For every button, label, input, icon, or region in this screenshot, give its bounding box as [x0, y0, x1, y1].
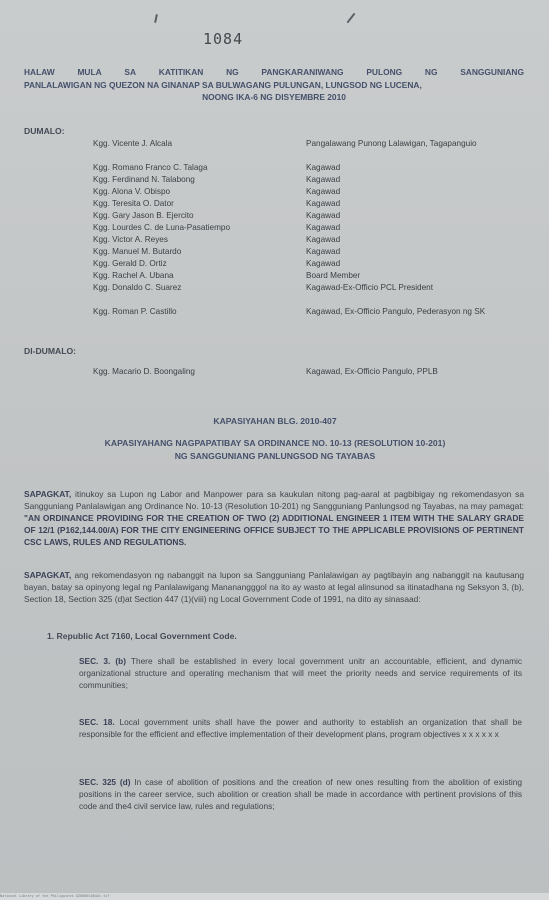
scan-mark	[347, 13, 356, 24]
header-word: SA	[124, 67, 137, 77]
attendee-name: Kgg. Lourdes C. de Luna-Pasatiempo	[93, 223, 231, 232]
header-word: NG	[226, 67, 239, 77]
attendee-name: Kgg. Macario D. Boongaling	[93, 367, 195, 376]
attendee-name: Kgg. Rachel A. Ubana	[93, 271, 174, 280]
attendee-name: Kgg. Gerald D. Ortiz	[93, 259, 167, 268]
header-word: HALAW	[24, 67, 55, 77]
attendee-name: Kgg. Alona V. Obispo	[93, 187, 171, 196]
resolution-title-line: NG SANGGUNIANG PANLUNGSOD NG TAYABAS	[174, 450, 376, 461]
attendee-role: Kagawad	[306, 259, 341, 268]
section-heading: SEC. 3. (b)	[79, 656, 126, 666]
attendee-name: Kgg. Teresita O. Dator	[93, 199, 174, 208]
section-heading: SEC. 325 (d)	[79, 777, 131, 787]
scan-footer: National Library of the Philippines QZ000010844c.tif	[0, 893, 549, 900]
header-line-1	[24, 66, 524, 79]
header-line-3: NOONG IKA-6 NG DISYEMBRE 2010	[202, 92, 346, 102]
header-word: KATITIKAN	[158, 67, 204, 77]
section-paragraph	[79, 655, 522, 691]
header-word: PANGKARANIWANG	[261, 67, 344, 77]
whereas-lead: SAPAGKAT,	[24, 570, 72, 580]
attendee-name: Kgg. Donaldo C. Suarez	[93, 283, 182, 292]
section-paragraph	[79, 716, 522, 740]
section-text: There shall be established in every local government unitr an accountable, efficient, and dynamic organizational structure and operating mechanism that will meet the priority needs and service requirements of its communities;	[79, 656, 522, 690]
header-line-2: PANLALAWIGAN NG QUEZON NA GINANAP SA BULWAGANG PULUNGAN, LUNGSOD NG LUCENA,	[24, 79, 422, 90]
attendee-name: Kgg. Ferdinand N. Talabong	[93, 175, 195, 184]
attendee-role: Kagawad	[306, 175, 341, 184]
resolution-title-line: KAPASIYAHANG NAGPAPATIBAY SA ORDINANCE NO. 10-13 (RESOLUTION 10-201)	[104, 438, 446, 448]
whereas-body: itinukoy sa Lupon ng Labor and Manpower para sa kaukulan nitong pag-aaral at pagbibigay ng rekomendasyon sa Sangguniang Panlalawigan ang Ordinance No. 10-13 (Resolution 10-201) ng Sangguniang Panlungsod ng Tayabas, na may pamagat:	[24, 489, 524, 511]
attendee-role: Kagawad	[306, 187, 341, 196]
header-word: MULA	[77, 67, 102, 77]
whereas-paragraph-1	[24, 488, 524, 548]
attendee-name: Kgg. Roman P. Castillo	[93, 307, 177, 316]
scan-mark	[154, 14, 158, 23]
document-header	[24, 66, 524, 104]
attendee-name: Kgg. Vicente J. Alcala	[93, 139, 173, 148]
whereas-paragraph-2	[24, 569, 524, 605]
header-word: PULONG	[366, 67, 403, 77]
attendee-name: Kgg. Gary Jason B. Ejercito	[93, 211, 194, 220]
header-word: NG	[424, 67, 438, 77]
section-heading: SEC. 18.	[79, 717, 115, 727]
section-paragraph	[79, 776, 522, 812]
attendee-name: Kgg. Manuel M. Butardo	[93, 247, 182, 256]
attendee-role: Kagawad	[306, 235, 341, 244]
section-text: In case of abolition of positions and the creation of new ones resulting from the abolition of existing positions in the career service, such abolition or creation shall be made in accordance with pertinent provisions of this code and the4 civil service law, rules and regulations;	[79, 777, 522, 811]
page-number: 1084	[203, 30, 244, 48]
attendee-role: Kagawad	[306, 247, 341, 256]
absent-label: DI-DUMALO:	[24, 346, 77, 356]
attendee-role: Kagawad	[306, 163, 341, 172]
attendee-role: Kagawad	[306, 211, 341, 220]
attendee-role: Board Member	[306, 271, 361, 280]
attendee-name: Kgg. Victor A. Reyes	[93, 235, 168, 244]
attendee-role: Kagawad	[306, 199, 341, 208]
attendee-role: Kagawad-Ex-Officio PCL President	[306, 283, 433, 292]
attendee-role: Kagawad, Ex-Officio Pangulo, PPLB	[306, 367, 438, 376]
ordinance-title: "AN ORDINANCE PROVIDING FOR THE CREATION OF TWO (2) ADDITIONAL ENGINEER 1 ITEM WITH THE SALARY GRADE OF 12/1 (P162,144.00/A) FOR THE CITY ENGINEERING OFFICE SUBJECT TO THE APPLICABLE PROVISIONS OF PERTINENT CSC LAWS, RULES AND REGULATIONS.	[24, 513, 524, 547]
present-label: DUMALO:	[24, 126, 65, 136]
whereas-lead: SAPAGKAT,	[24, 489, 72, 499]
list-item-heading: 1. Republic Act 7160, Local Government Code.	[47, 631, 237, 641]
attendee-role: Pangalawang Punong Lalawigan, Tagapanguio	[306, 139, 477, 148]
attendee-role: Kagawad	[306, 223, 341, 232]
header-word: SANGGUNIANG	[460, 67, 524, 77]
resolution-title	[24, 437, 526, 462]
resolution-number: KAPASIYAHAN BLG. 2010-407	[213, 416, 337, 426]
whereas-body: ang rekomendasyon ng nabanggit na lupon sa Sangguniang Panlalawigan ay pagtibayin ang nabanggit na kautusang bayan, batay sa opinyong legal ng Panlalawigang Mananangggol na ito ay wasto at legal alinsunod sa itinatadhana ng Seksyon 3, (b), Section 18, Section 325 (d)at Section 447 (1)(viii) ng Local Government Code of 1991, na dito ay sinasaad:	[24, 570, 524, 604]
section-text: Local government units shall have the power and authority to establish an organization that shall be responsible for the efficient and effective implementation of their development plans, program objectives x x x x x x	[79, 717, 522, 739]
attendee-name: Kgg. Romano Franco C. Talaga	[93, 163, 208, 172]
attendee-role: Kagawad, Ex-Officio Pangulo, Pederasyon ng SK	[306, 307, 486, 316]
